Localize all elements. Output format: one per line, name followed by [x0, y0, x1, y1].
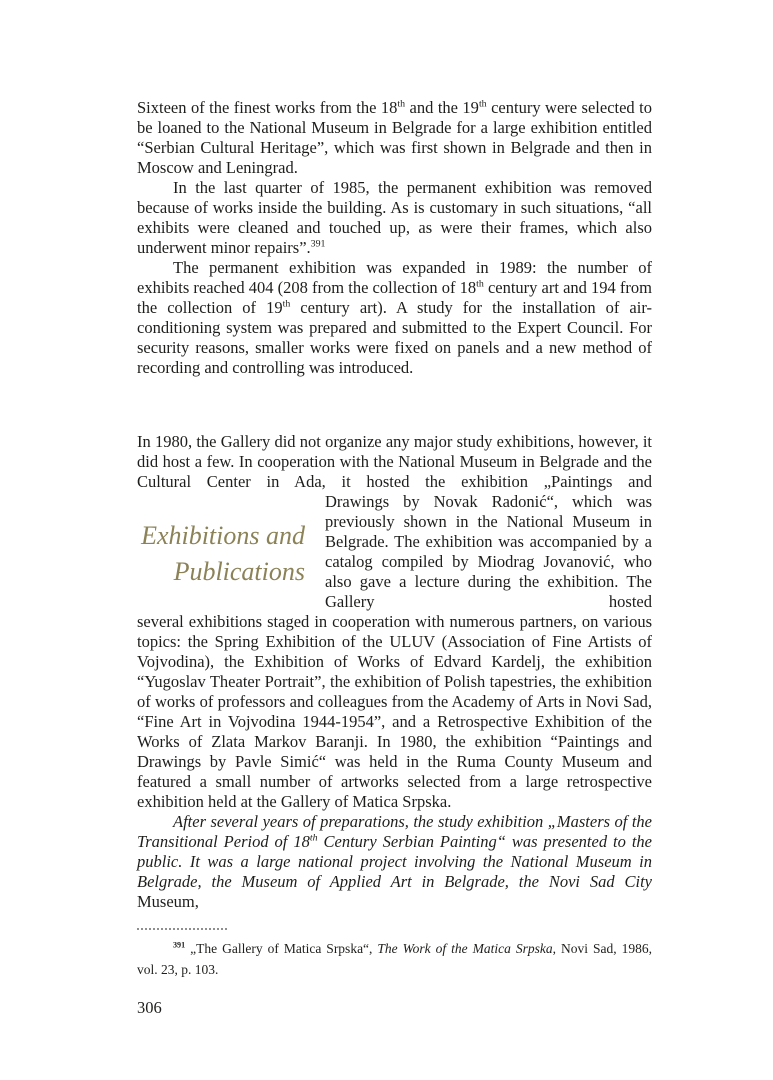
paragraph-1980-rest: several exhibitions staged in cooperation with numerous partners, on various topics: the Spring Exhibition of the ULUV (Association of Fine Artists of Vojvodina), the Exhibition of Works of Edvard Kardelj, the exhibition “Yugoslav Theater Portrait”, the exhibition of Polish tapestries, the exhibition of works of professors and colleagues from the Academy of Arts in Novi Sad, “Fine Art in Vojvodina 1944-1954”, and a Retrospective Exhibition of the Works of Zlata Markov Baranji. In 1980, the exhibition “Paintings and Drawings by Pavle Simić“ was held in the Ruma County Museum and featured a small number of artworks selected from a large retrospective exhibition held at the Gallery of Matica Srpska.	[137, 612, 652, 811]
heading-wrap-row	[137, 492, 652, 612]
section-exhibitions-and-publications	[137, 432, 652, 812]
body-text	[137, 98, 652, 912]
page-number: 306	[137, 998, 162, 1017]
text-beside-heading	[325, 492, 652, 612]
footnote-separator	[137, 928, 227, 930]
paragraph-1989-expansion: The permanent exhibition was expanded in 1989: the number of exhibits reached 404 (208 from the collection of 18th century art and 194 from the collection of 19th century art). A study for the installation of air-conditioning system was prepared and submitted to the Expert Council. For security reasons, smaller works were fixed on panels and a new method of recording and controlling was introduced.	[137, 258, 652, 377]
paragraph-1985-removal: In the last quarter of 1985, the permanent exhibition was removed because of works inside the building. As is customary in such situations, “all exhibits were cleaned and touched up, as were their frames, which also underwent minor repairs”.$^{391}$	[137, 178, 652, 257]
section-heading-line2: Publications	[173, 557, 305, 586]
section-heading-line1: Exhibitions and	[141, 521, 305, 550]
section-heading	[137, 518, 325, 590]
paragraph-1980-lead: In 1980, the Gallery did not organize any major study exhibitions, however, it did host a few. In cooperation with the National Museum in Belgrade and the Cultural Center in Ada, it hosted the exhibition „Paintings and	[137, 432, 652, 491]
paragraph-1980-beside: Drawings by Novak Radonić“, which was previously shown in the National Museum in Belgrade. The exhibition was accompanied by a catalog compiled by Miodrag Jovanović, who also gave a lecture during the exhibition. The Gallery hosted	[325, 492, 652, 611]
paragraph-loaned-works: Sixteen of the finest works from the 18th and the 19th century were selected to be loaned to the National Museum in Belgrade for a large exhibition entitled “Serbian Cultural Heritage”, which was first shown in Belgrade and then in Moscow and Leningrad.	[137, 98, 652, 177]
footnote: $^{391}$ „The Gallery of Matica Srpska“, The Work of the Matica Srpska, Novi Sad, 1986, vol. 23, p. 103.	[137, 940, 653, 977]
paragraph-masters-exhibition: After several years of preparations, the study exhibition „Masters of the Transitional Period of 18th Century Serbian Painting“ was presented to the public. It was a large national project involving the National Museum in Belgrade, the Museum of Applied Art in Belgrade, the Novi Sad City Museum,	[137, 812, 652, 911]
